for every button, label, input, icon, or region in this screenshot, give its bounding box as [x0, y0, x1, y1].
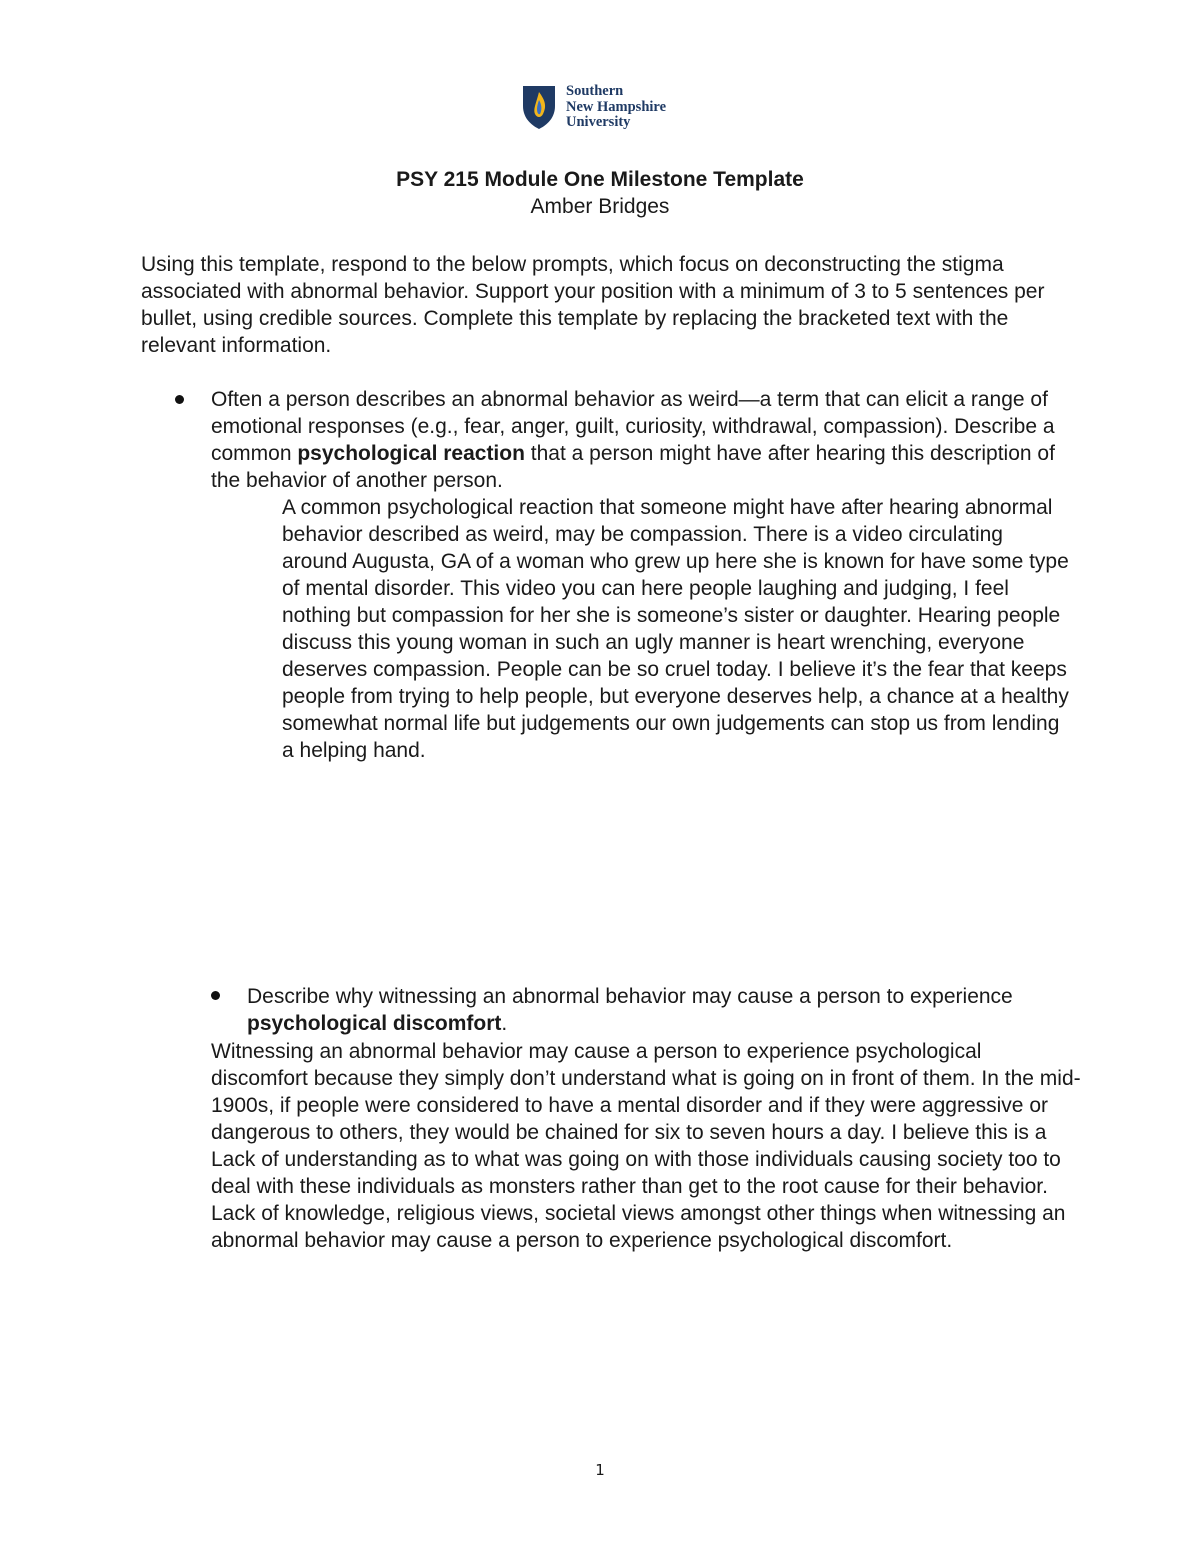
- prompt-two-text: Describe why witnessing an abnormal behavior may cause a person to experience: [247, 985, 1013, 1008]
- prompt-one-text: Often a person describes an abnormal behavior as weird—a term that can elicit a range of emotional responses (e.g., fear, anger, guilt, curiosity, withdrawal, compassion). Describe a common: [211, 388, 1055, 465]
- page-number: 1: [595, 1461, 605, 1479]
- prompt-one-emphasis: psychological reaction: [297, 442, 525, 465]
- prompt-two-emphasis: psychological discomfort: [247, 1012, 502, 1035]
- logo-line: New Hampshire: [566, 98, 667, 115]
- response-two: Witnessing an abnormal behavior may cause a person to experience psychological discomfort because they simply don’t understand what is going on in front of them. In the mid-1900s, if people were considered to have a mental disorder and if they were aggressive or dangerous to others, they would be chained for six to seven hours a day. I believe this is a Lack of understanding as to what was going on with those individuals causing society too to deal with these individuals as monsters rather than get to the root cause for their behavior. Lack of knowledge, religious views, societal views amongst other things when witnessing an abnormal behavior may cause a person to experience psychological discomfort.: [211, 1040, 1081, 1252]
- shield-flame-icon: [521, 84, 561, 130]
- prompt-one-text-end: that a person might have after hearing this description of the behavior of another person.: [211, 442, 1055, 492]
- prompt-one: [211, 386, 1081, 494]
- intro-paragraph: Using this template, respond to the below prompts, which focus on deconstructing the stigma associated with abnormal behavior. Support your position with a minimum of 3 to 5 sentences per bullet, using credible sources. Complete this template by replacing the bracketed text with the relevant information.: [141, 253, 1045, 357]
- logo-line: Southern: [566, 83, 624, 99]
- logo-line: University: [566, 114, 631, 130]
- prompt-two: [247, 983, 1047, 1037]
- response-one: A common psychological reaction that someone might have after hearing abnormal behavior described as weird, may be compassion. There is a video circulating around Augusta, GA of a woman who grew up here she is known for have some type of mental disorder. This video you can here people laughing and judging, I feel nothing but compassion for her she is someone’s sister or daughter. Hearing people discuss this young woman in such an ugly manner is heart wrenching, everyone deserves compassion. People can be so cruel today. I believe it’s the fear that keeps people from trying to help people, but everyone deserves help, a chance at a healthy somewhat normal life but judgements our own judgements can stop us from lending a helping hand.: [282, 496, 1069, 762]
- author-name: Amber Bridges: [530, 195, 670, 218]
- prompt-two-text-end: .: [501, 1012, 508, 1035]
- document-title: PSY 215 Module One Milestone Template: [396, 168, 804, 191]
- logo-wordmark: [566, 84, 666, 131]
- bullet-icon: [211, 991, 220, 1000]
- snhu-logo: [521, 84, 691, 134]
- bullet-icon: [175, 395, 184, 404]
